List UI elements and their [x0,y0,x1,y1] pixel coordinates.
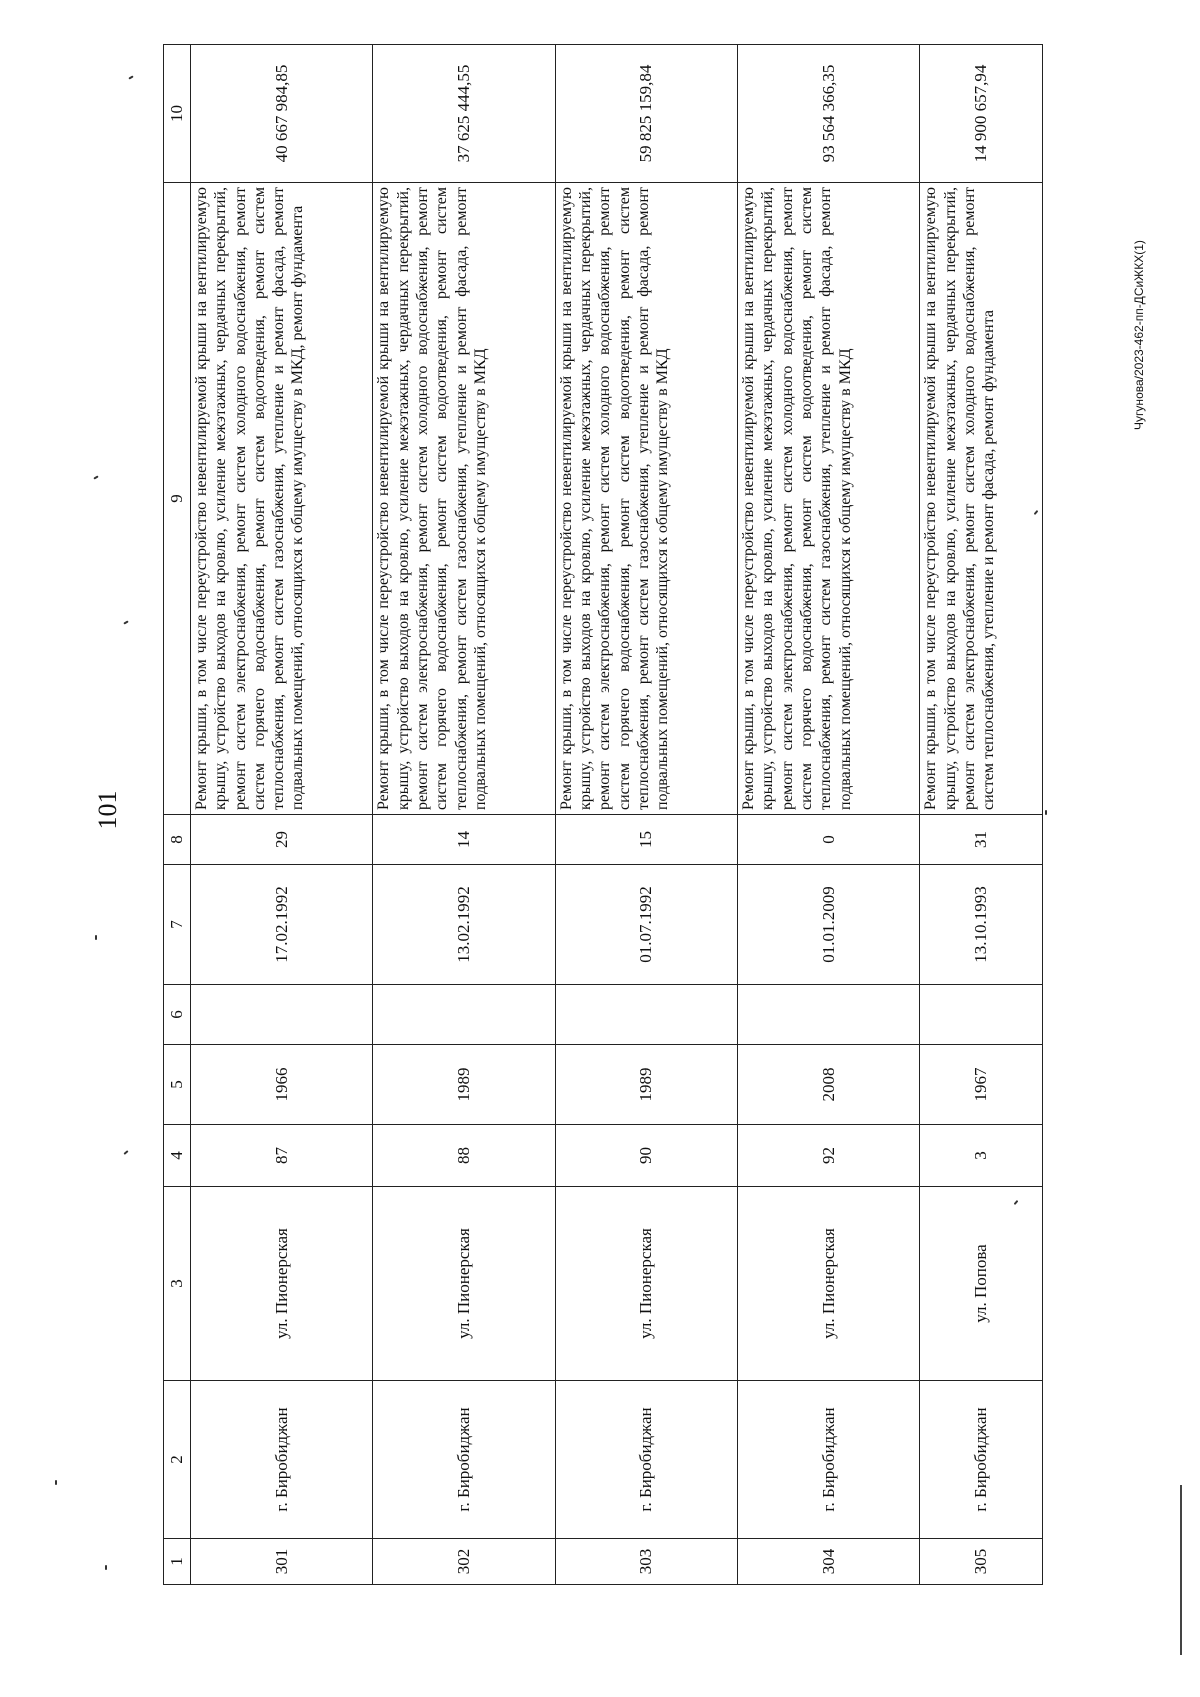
column-8-cell: 15 [555,815,737,865]
column-number-row [164,45,191,1585]
table-row [920,45,1043,1585]
table-row [373,45,555,1585]
row-number: 303 [555,1539,737,1585]
table-row [555,45,737,1585]
row-number: 304 [738,1539,920,1585]
table-row [191,45,373,1585]
city-cell: г. Биробиджан [555,1381,737,1539]
column-header: 7 [164,865,191,985]
street-cell: ул. Пионерская [373,1187,555,1381]
house-number-cell: 88 [373,1125,555,1187]
scan-speck [95,935,97,940]
column-header: 10 [164,45,191,183]
row-number: 301 [191,1539,373,1585]
house-number-cell: 92 [738,1125,920,1187]
city-cell: г. Биробиджан [191,1381,373,1539]
date-cell: 13.10.1993 [920,865,1043,985]
column-header: 8 [164,815,191,865]
street-cell: ул. Пионерская [191,1187,373,1381]
column-6-cell [920,985,1043,1045]
column-6-cell [738,985,920,1045]
works-description-cell: Ремонт крыши, в том числе переустройство невентилируемой крыши на вентилируемую крышу, устройство выходов на кровлю, усиление межэтажных, чердачных перекрытий, ремонт систем электроснабжения, ремонт систем холодного водоснабжения, ремонт систем теплоснабжения, утепление и ремонт фасада, ремонт фундамента [920,183,1043,815]
row-number: 305 [920,1539,1043,1585]
date-cell: 01.07.1992 [555,865,737,985]
date-cell: 01.01.2009 [738,865,920,985]
row-number: 302 [373,1539,555,1585]
street-cell: ул. Пионерская [738,1187,920,1381]
works-description-cell: Ремонт крыши, в том числе переустройство невентилируемой крыши на вентилируемую крышу, устройство выходов на кровлю, усиление межэтажных, чердачных перекрытий, ремонт систем электроснабжения, ремонт систем холодного водоснабжения, ремонт систем горячего водоснабжения, ремонт систем водоотведения, ремонт систем теплоснабжения, ремонт систем газоснабжения, утепление и ремонт фасада, ремонт подвальных помещений, относящихся к общему имуществу в МКД [373,183,555,815]
cost-cell: 37 625 444,55 [373,45,555,183]
city-cell: г. Биробиджан [738,1381,920,1539]
scan-edge-line [1180,1485,1182,1655]
scan-speck [123,1150,128,1155]
city-cell: г. Биробиджан [920,1381,1043,1539]
scan-speck [123,620,128,624]
column-header: 9 [164,183,191,815]
scan-speck [55,1480,57,1485]
year-built-cell: 1967 [920,1045,1043,1125]
works-description-cell: Ремонт крыши, в том числе переустройство невентилируемой крыши на вентилируемую крышу, устройство выходов на кровлю, усиление межэтажных, чердачных перекрытий, ремонт систем электроснабжения, ремонт систем холодного водоснабжения, ремонт систем горячего водоснабжения, ремонт систем водоотведения, ремонт систем теплоснабжения, ремонт систем газоснабжения, утепление и ремонт фасада, ремонт подвальных помещений, относящихся к общему имуществу в МКД [738,183,920,815]
year-built-cell: 1966 [191,1045,373,1125]
works-description-cell: Ремонт крыши, в том числе переустройство невентилируемой крыши на вентилируемую крышу, устройство выходов на кровлю, усиление межэтажных, чердачных перекрытий, ремонт систем электроснабжения, ремонт систем холодного водоснабжения, ремонт систем горячего водоснабжения, ремонт систем водоотведения, ремонт систем теплоснабжения, ремонт систем газоснабжения, утепление и ремонт фасада, ремонт подвальных помещений, относящихся к общему имуществу в МКД [555,183,737,815]
column-header: 5 [164,1045,191,1125]
table-row [738,45,920,1585]
column-header: 6 [164,985,191,1045]
scan-speck [1045,810,1047,815]
scan-speck [93,475,98,479]
document-code: Чугунова/2023-462-пп-ДСиЖКХ(1) [1132,240,1146,430]
column-8-cell: 31 [920,815,1043,865]
street-cell: ул. Попова [920,1187,1043,1381]
column-6-cell [373,985,555,1045]
house-number-cell: 90 [555,1125,737,1187]
date-cell: 13.02.1992 [373,865,555,985]
cost-cell: 93 564 366,35 [738,45,920,183]
cost-cell: 40 667 984,85 [191,45,373,183]
cost-cell: 14 900 657,94 [920,45,1043,183]
column-8-cell: 0 [738,815,920,865]
repair-program-table [163,44,1043,1585]
column-header: 1 [164,1539,191,1585]
scan-speck [128,75,133,79]
year-built-cell: 1989 [555,1045,737,1125]
column-6-cell [191,985,373,1045]
column-6-cell [555,985,737,1045]
date-cell: 17.02.1992 [191,865,373,985]
scan-speck [105,1565,107,1570]
city-cell: г. Биробиджан [373,1381,555,1539]
house-number-cell: 87 [191,1125,373,1187]
column-header: 3 [164,1187,191,1381]
column-header: 4 [164,1125,191,1187]
column-8-cell: 29 [191,815,373,865]
cost-cell: 59 825 159,84 [555,45,737,183]
page-number: 101 [93,790,122,830]
column-8-cell: 14 [373,815,555,865]
works-description-cell: Ремонт крыши, в том числе переустройство невентилируемой крыши на вентилируемую крышу, устройство выходов на кровлю, усиление межэтажных, чердачных перекрытий, ремонт систем электроснабжения, ремонт систем холодного водоснабжения, ремонт систем горячего водоснабжения, ремонт систем водоотведения, ремонт систем теплоснабжения, ремонт систем газоснабжения, утепление и ремонт фасада, ремонт подвальных помещений, относящихся к общему имуществу в МКД, ремонт фундамента [191,183,373,815]
year-built-cell: 1989 [373,1045,555,1125]
year-built-cell: 2008 [738,1045,920,1125]
street-cell: ул. Пионерская [555,1187,737,1381]
column-header: 2 [164,1381,191,1539]
house-number-cell: 3 [920,1125,1043,1187]
rotated-table-wrapper [163,45,1043,1585]
